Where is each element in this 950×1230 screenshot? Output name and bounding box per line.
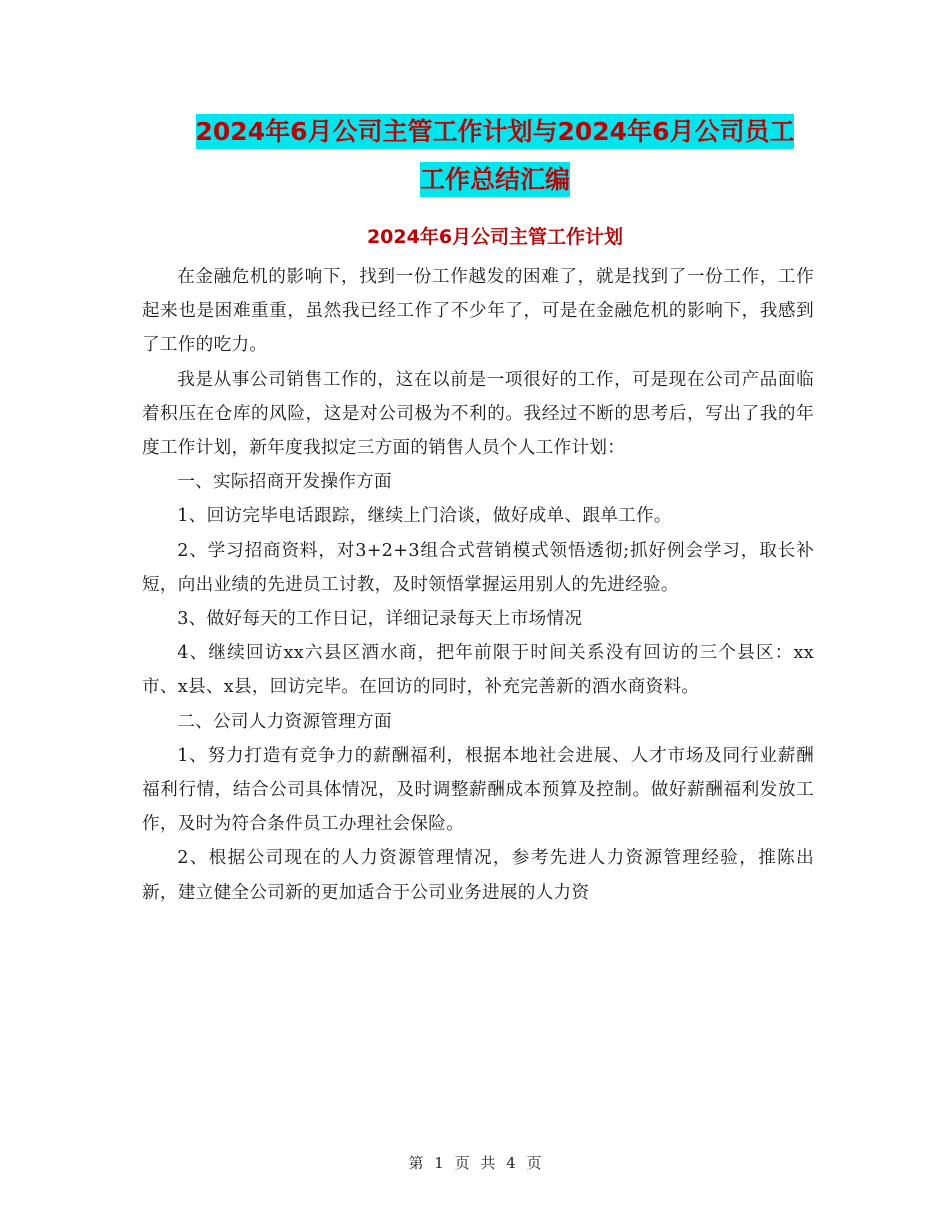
main-title-line-2: 工作总结汇编 — [420, 162, 570, 197]
section-title: 2024年6月公司主管工作计划 — [366, 226, 624, 248]
paragraph: 在金融危机的影响下，找到一份工作越发的困难了，就是找到了一份工作，工作起来也是困难重重，虽然我已经工作了不少年了，可是在金融危机的影响下，我感到了工作的吃力。 — [142, 267, 814, 356]
list-item: 2、根据公司现在的人力资源管理情况，参考先进人力资源管理经验，推陈出新，建立健全公司新的更加适合于公司业务进展的人力资 — [142, 848, 814, 903]
page-footer: 第 1 页 共 4 页 — [408, 1154, 542, 1172]
list-item: 3、做好每天的工作日记，详细记录每天上市场情况 — [177, 609, 583, 630]
paragraph: 我是从事公司销售工作的，这在以前是一项很好的工作，可是现在公司产品面临着积压在仓库的风险，这是对公司极为不利的。我经过不断的思考后，写出了我的年度工作计划，新年度我拟定三方面的销售人员个人工作计划： — [142, 369, 814, 459]
document-main-title — [140, 108, 850, 204]
subheading: 一、实际招商开发操作方面 — [177, 472, 392, 493]
list-item: 1、努力打造有竞争力的薪酬福利，根据本地社会进展、人才市场及同行业薪酬福利行情，结合公司具体情况，及时调整薪酬成本预算及控制。做好薪酬福利发放工作，及时为符合条件员工办理社会保险。 — [142, 745, 814, 835]
document-body — [142, 260, 814, 910]
list-item: 2、学习招商资料，对3+2+3组合式营销模式领悟透彻;抓好例会学习，取长补短，向出业绩的先进员工讨教，及时领悟掌握运用别人的先进经验。 — [142, 540, 814, 595]
subheading: 二、公司人力资源管理方面 — [177, 711, 392, 732]
list-item: 1、回访完毕电话跟踪，继续上门洽谈，做好成单、跟单工作。 — [177, 506, 672, 527]
main-title-line-1: 2024年6月公司主管工作计划与2024年6月公司员工 — [196, 114, 795, 149]
list-item: 4、继续回访xx六县区酒水商，把年前限于时间关系没有回访的三个县区：xx市、x县、x县，回访完毕。在回访的同时，补充完善新的酒水商资料。 — [142, 643, 814, 698]
